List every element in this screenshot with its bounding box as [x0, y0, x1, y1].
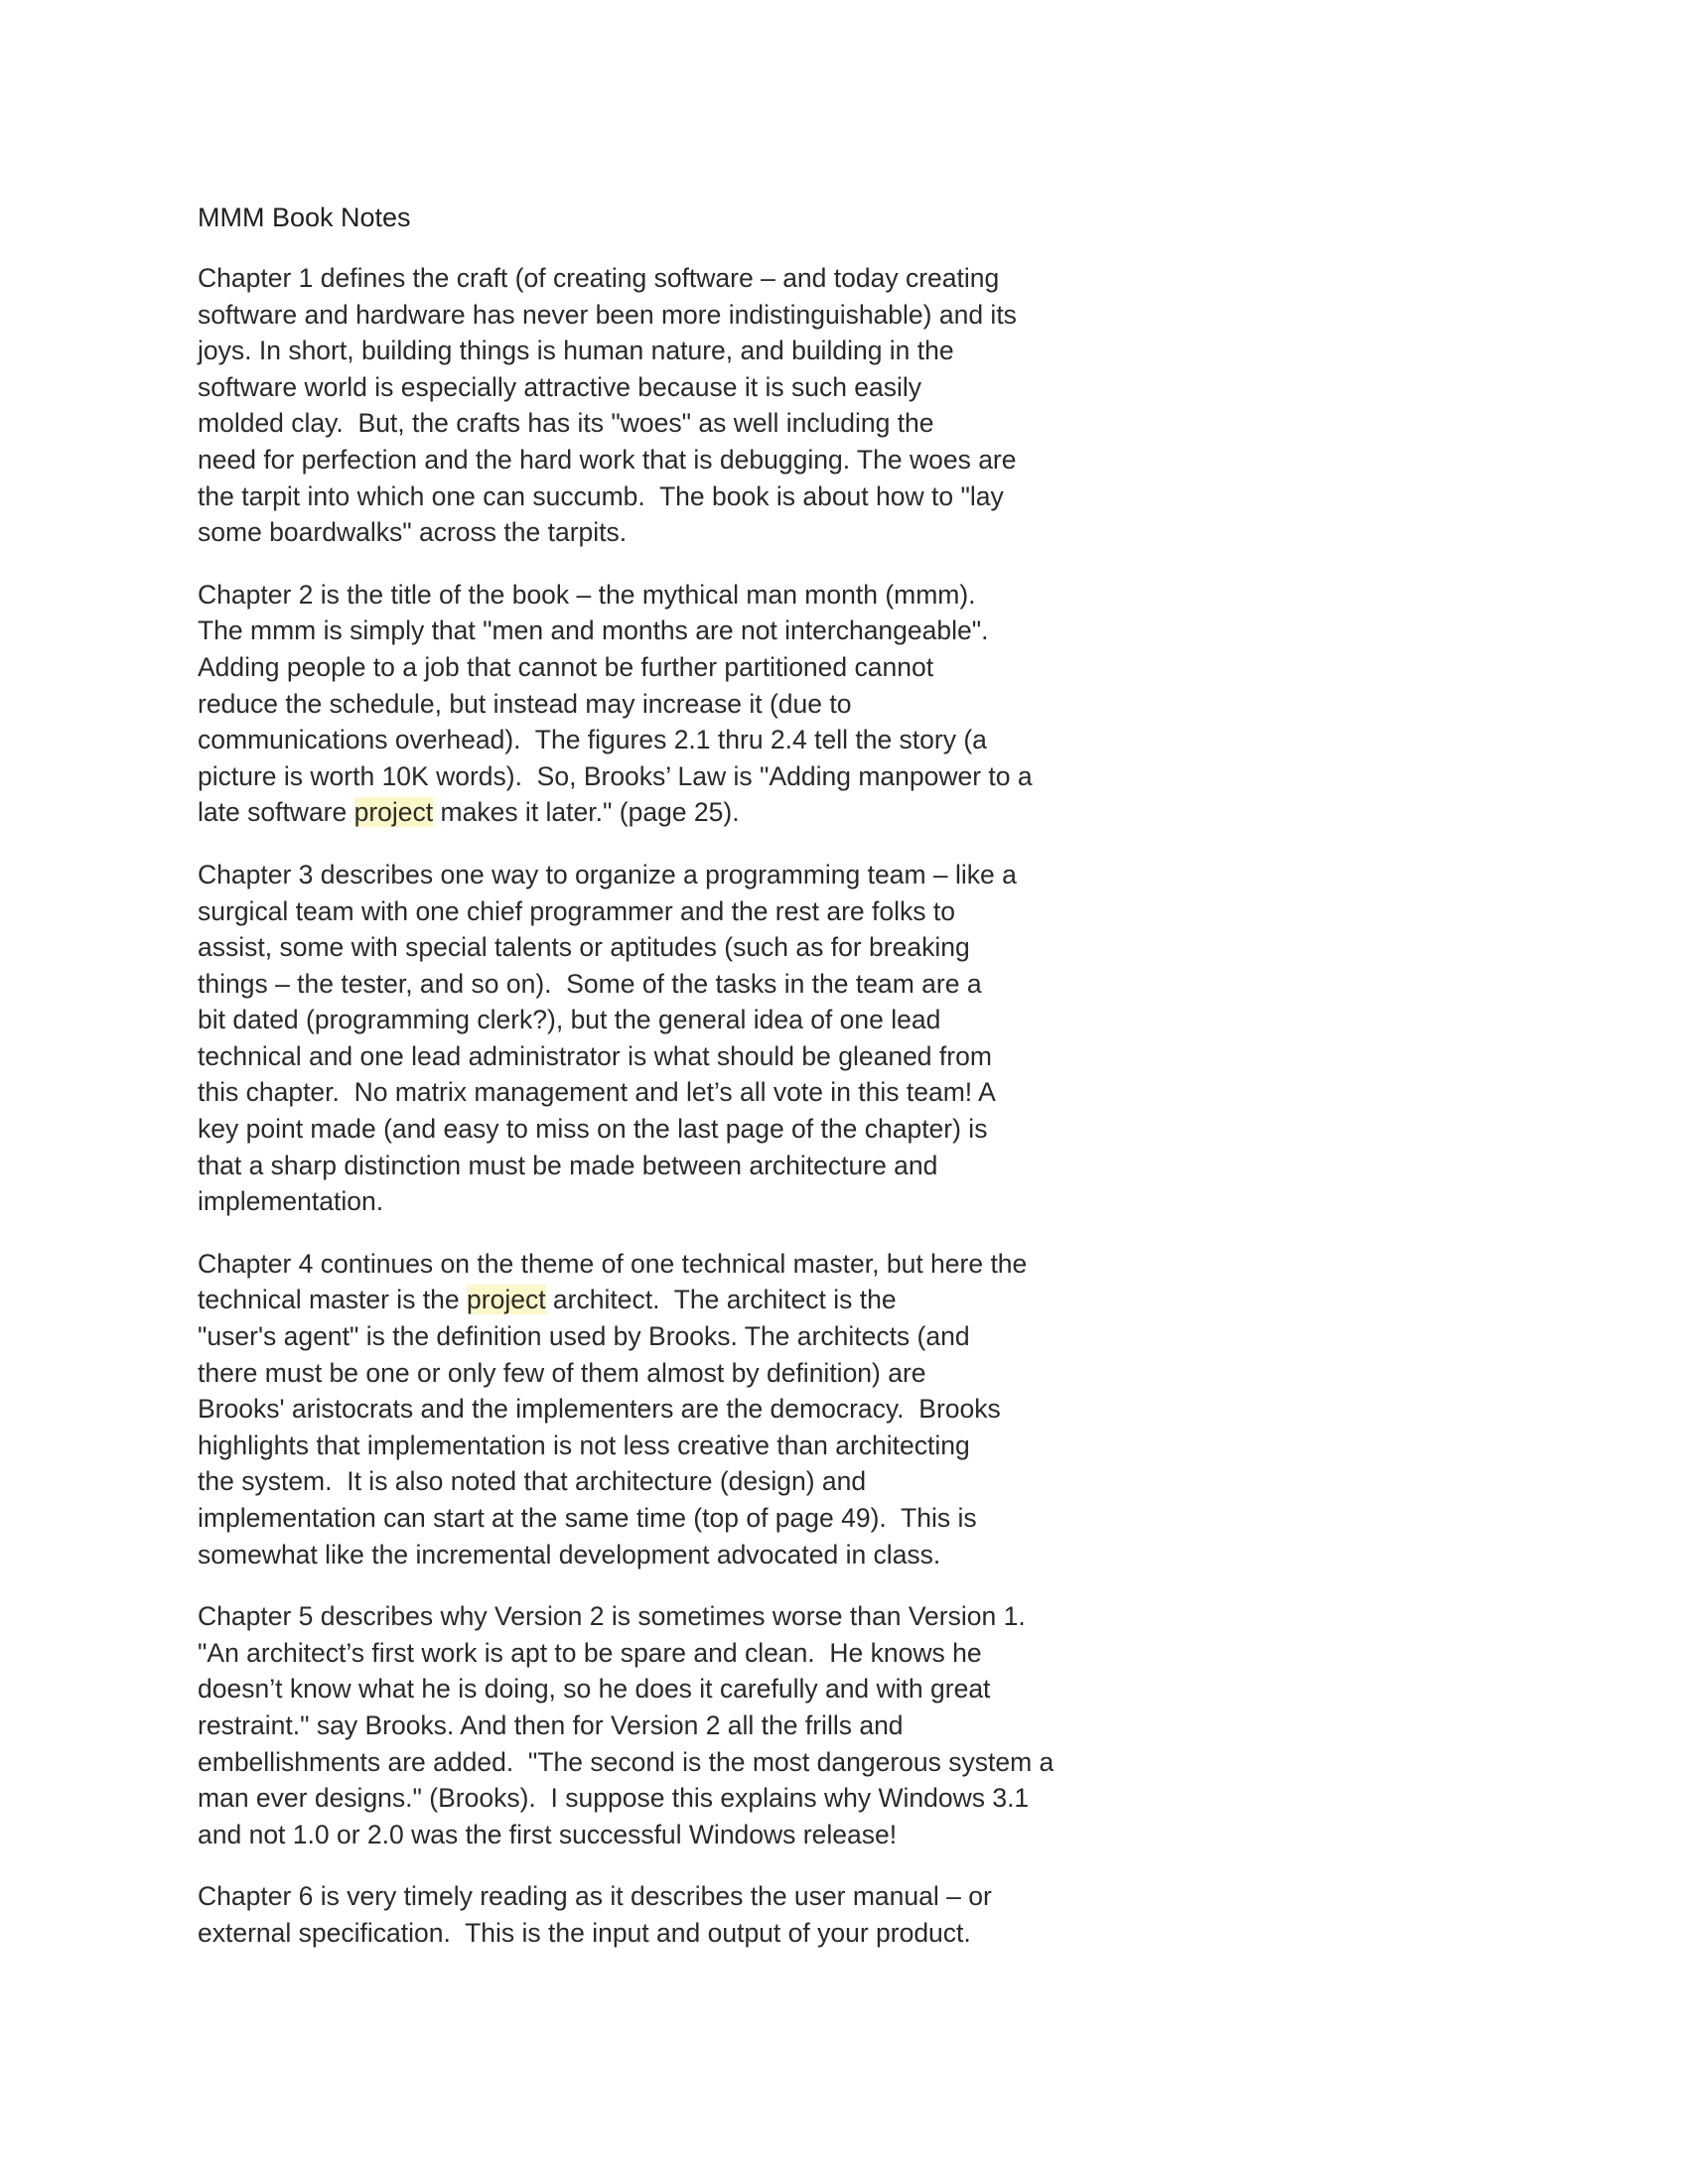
- text-line: [198, 478, 1111, 515]
- text-segment: software and hardware has never been more indistinguishable) and its: [198, 299, 1017, 330]
- text-line: [198, 758, 1111, 795]
- text-line: [198, 1148, 1111, 1184]
- text-line: [198, 1355, 1111, 1392]
- text-line: [198, 1537, 1111, 1573]
- text-segment: man ever designs." (Brooks). I suppose this explains why Windows 3.1: [198, 1783, 1030, 1814]
- text-line: [198, 405, 1111, 442]
- highlighted-word: project: [467, 1285, 546, 1315]
- text-segment: Adding people to a job that cannot be further partitioned cannot: [198, 651, 934, 682]
- text-line: [198, 1428, 1111, 1464]
- text-segment: The mmm is simply that "men and months are not interchangeable".: [198, 615, 989, 646]
- text-line: [198, 1878, 1111, 1915]
- text-segment: the system. It is also noted that architecture (design) and: [198, 1466, 867, 1497]
- text-segment: "An architect’s first work is apt to be spare and clean. He knows he: [198, 1637, 982, 1668]
- paragraph-chapter-4: [198, 1246, 1111, 1572]
- text-line: [198, 1598, 1111, 1635]
- text-line: [198, 686, 1111, 723]
- text-line: [198, 1074, 1111, 1111]
- text-line: [198, 1246, 1111, 1283]
- text-segment: technical master is the: [198, 1285, 468, 1315]
- paragraph-chapter-3: [198, 857, 1111, 1220]
- text-line: [198, 613, 1111, 649]
- text-segment: and not 1.0 or 2.0 was the first successful Windows release!: [198, 1819, 898, 1849]
- text-segment: Chapter 2 is the title of the book – the mythical man month (mmm).: [198, 579, 976, 610]
- text-line: [198, 1111, 1111, 1148]
- text-line: [198, 649, 1111, 686]
- text-segment: Chapter 3 describes one way to organize a programming team – like a: [198, 859, 1017, 889]
- text-line: [198, 1635, 1111, 1672]
- text-segment: technical and one lead administrator is what should be gleaned from: [198, 1040, 992, 1071]
- text-line: [198, 333, 1111, 369]
- text-line: [198, 1915, 1111, 1952]
- text-segment: highlights that implementation is not less creative than architecting: [198, 1430, 970, 1460]
- text-segment: bit dated (programming clerk?), but the general idea of one lead: [198, 1005, 941, 1035]
- text-line: [198, 577, 1111, 614]
- text-line: [198, 1002, 1111, 1038]
- text-segment: architect. The architect is the: [545, 1285, 897, 1315]
- paragraph-chapter-6: [198, 1878, 1111, 1951]
- text-segment: molded clay. But, the crafts has its "woes" as well including the: [198, 408, 934, 439]
- text-segment: Chapter 5 describes why Version 2 is sometimes worse than Version 1.: [198, 1601, 1026, 1632]
- text-segment: picture is worth 10K words). So, Brooks’ Law is "Adding manpower to a: [198, 760, 1033, 791]
- paragraph-chapter-2: [198, 577, 1111, 831]
- text-line: [198, 1282, 1111, 1318]
- text-segment: surgical team with one chief programmer and the rest are folks to: [198, 895, 955, 926]
- text-segment: Chapter 1 defines the craft (of creating software – and today creating: [198, 263, 1000, 293]
- text-segment: key point made (and easy to miss on the last page of the chapter) is: [198, 1114, 988, 1145]
- text-segment: Brooks' aristocrats and the implementers are the democracy. Brooks: [198, 1394, 1001, 1425]
- text-segment: communications overhead). The figures 2.1 thru 2.4 tell the story (a: [198, 725, 987, 755]
- text-segment: implementation.: [198, 1186, 384, 1217]
- text-segment: some boardwalks" across the tarpits.: [198, 517, 628, 548]
- text-line: [198, 893, 1111, 930]
- highlighted-word: project: [353, 797, 434, 828]
- text-line: [198, 794, 1111, 831]
- text-segment: things – the tester, and so on). Some of the tasks in the team are a: [198, 968, 982, 999]
- text-segment: doesn’t know what he is doing, so he does it carefully and with great: [198, 1674, 991, 1705]
- text-segment: there must be one or only few of them almost by definition) are: [198, 1357, 926, 1388]
- text-segment: implementation can start at the same time (top of page 49). This is: [198, 1503, 977, 1533]
- text-line: [198, 722, 1111, 758]
- text-line: [198, 1817, 1111, 1853]
- text-line: [198, 1038, 1111, 1075]
- text-line: [198, 1318, 1111, 1355]
- text-segment: late software: [198, 797, 354, 828]
- text-line: [198, 260, 1111, 297]
- text-line: [198, 1500, 1111, 1537]
- paragraph-chapter-1: [198, 260, 1111, 551]
- text-segment: assist, some with special talents or aptitudes (such as for breaking: [198, 932, 970, 963]
- text-line: [198, 442, 1111, 478]
- text-line: [198, 857, 1111, 893]
- text-line: [198, 1744, 1111, 1781]
- text-line: [198, 297, 1111, 334]
- text-segment: makes it later." (page 25).: [433, 797, 740, 828]
- paragraph-chapter-5: [198, 1598, 1111, 1852]
- text-line: [198, 1391, 1111, 1428]
- text-line: [198, 369, 1111, 406]
- document-content: [198, 195, 1111, 1978]
- text-line: [198, 1463, 1111, 1500]
- text-line: [198, 1780, 1111, 1817]
- text-line: [198, 1707, 1111, 1744]
- text-line: [198, 514, 1111, 551]
- paragraph-list: [198, 260, 1111, 1952]
- text-segment: Chapter 6 is very timely reading as it describes the user manual – or: [198, 1881, 992, 1912]
- text-segment: that a sharp distinction must be made between architecture and: [198, 1150, 938, 1180]
- text-segment: software world is especially attractive because it is such easily: [198, 371, 922, 402]
- text-line: [198, 1671, 1111, 1707]
- text-line: [198, 966, 1111, 1003]
- text-segment: need for perfection and the hard work that is debugging. The woes are: [198, 444, 1017, 475]
- text-segment: embellishments are added. "The second is the most dangerous system a: [198, 1746, 1055, 1777]
- text-line: [198, 929, 1111, 966]
- text-segment: joys. In short, building things is human nature, and building in the: [198, 336, 954, 366]
- text-segment: Chapter 4 continues on the theme of one technical master, but here the: [198, 1248, 1028, 1279]
- text-segment: restraint." say Brooks. And then for Version 2 all the frills and: [198, 1709, 904, 1740]
- text-segment: somewhat like the incremental development advocated in class.: [198, 1539, 941, 1570]
- text-segment: reduce the schedule, but instead may increase it (due to: [198, 688, 852, 719]
- text-segment: "user's agent" is the definition used by Brooks. The architects (and: [198, 1321, 970, 1352]
- text-segment: external specification. This is the input and output of your product.: [198, 1917, 971, 1948]
- text-segment: this chapter. No matrix management and let’s all vote in this team! A: [198, 1077, 996, 1108]
- text-line: [198, 1183, 1111, 1220]
- text-segment: the tarpit into which one can succumb. The book is about how to "lay: [198, 480, 1004, 511]
- document-title: MMM Book Notes: [198, 203, 411, 232]
